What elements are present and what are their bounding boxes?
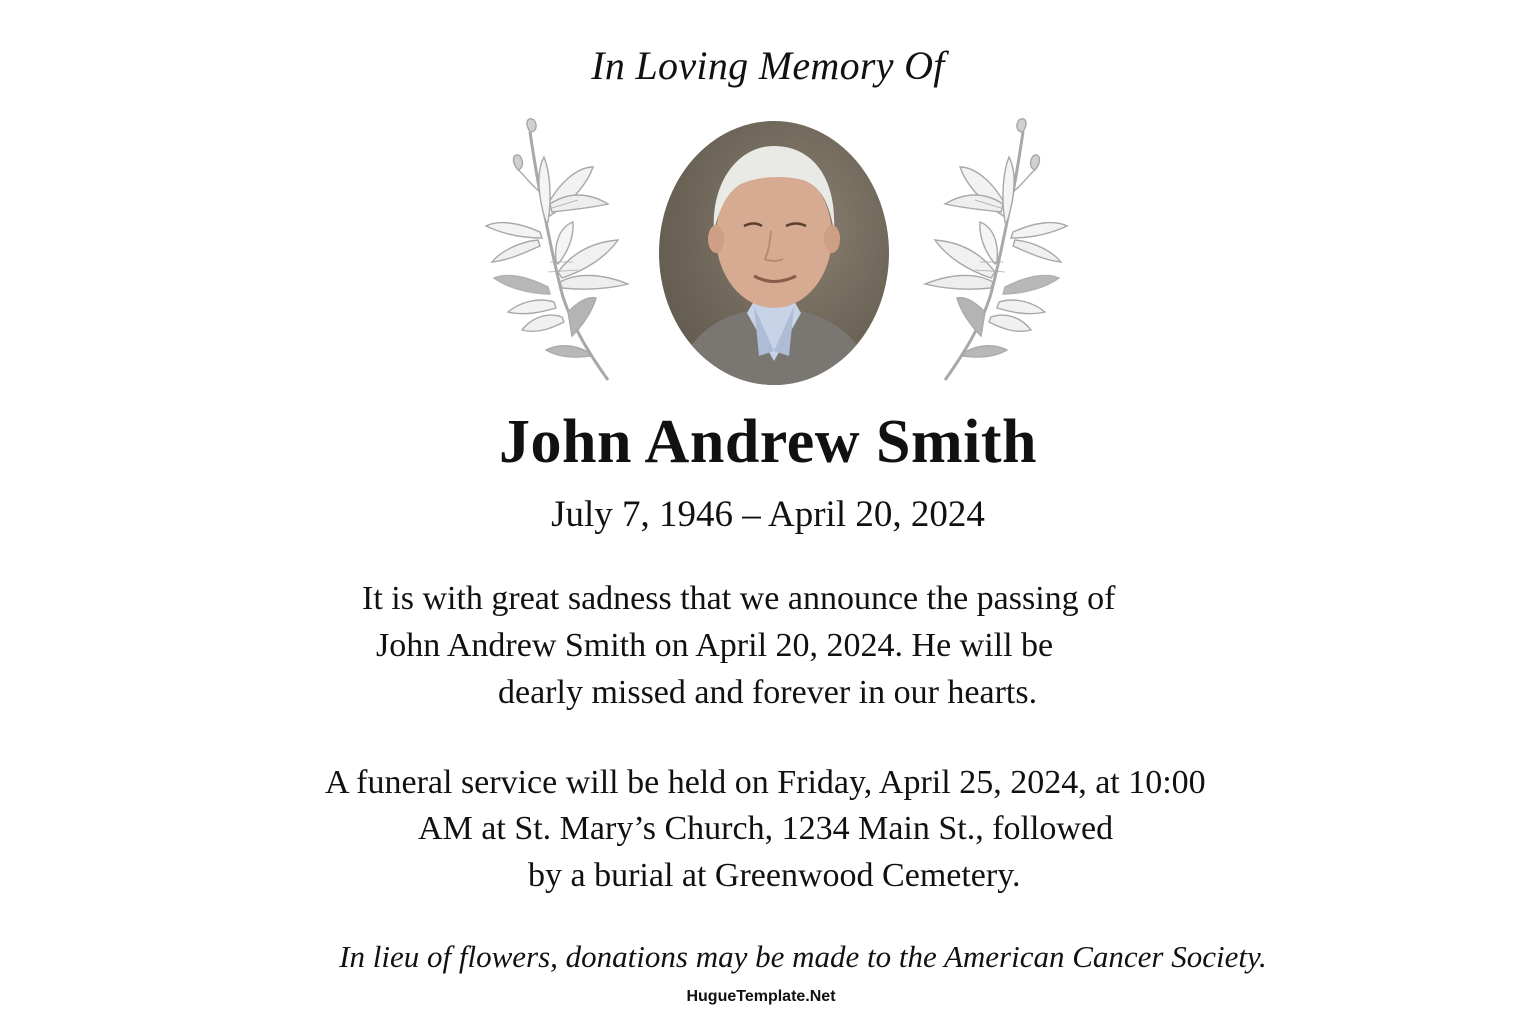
service-line: AM at St. Mary’s Church, 1234 Main St., followed <box>418 810 1114 847</box>
portrait-figure-icon <box>659 121 889 385</box>
service-line: by a burial at Greenwood Cemetery. <box>528 857 1021 894</box>
announcement-line: John Andrew Smith on April 20, 2024. He will be <box>376 627 1054 664</box>
memorial-heading: In Loving Memory Of <box>591 43 945 88</box>
floral-decoration-left-icon <box>478 112 638 388</box>
service-line: A funeral service will be held on Friday, April 25, 2024, at 10:00 <box>325 764 1206 801</box>
portrait-photo <box>659 121 889 385</box>
donation-note: In lieu of flowers, donations may be made to the American Cancer Society. <box>339 939 1267 974</box>
life-dates: July 7, 1946 – April 20, 2024 <box>551 494 985 535</box>
deceased-name: John Andrew Smith <box>499 408 1037 476</box>
announcement-line: dearly missed and forever in our hearts. <box>498 674 1038 711</box>
announcement-line: It is with great sadness that we announce the passing of <box>362 580 1116 617</box>
floral-decoration-right-icon <box>915 112 1075 388</box>
watermark-text: HugueTemplate.Net <box>686 988 836 1005</box>
